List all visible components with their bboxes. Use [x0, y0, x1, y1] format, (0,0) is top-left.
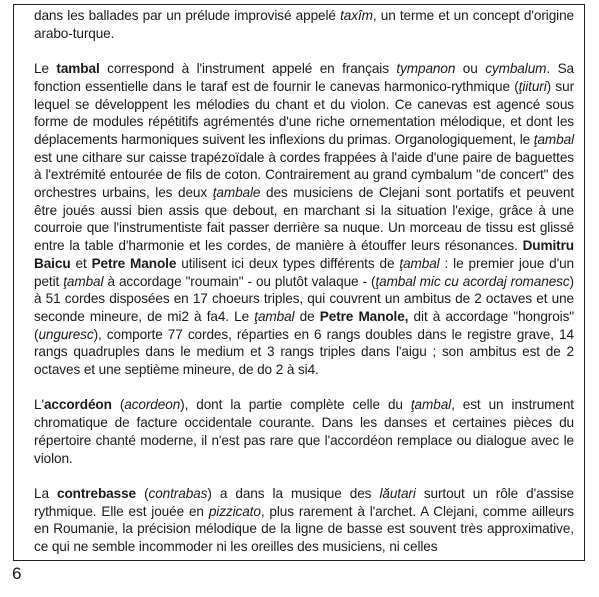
- paragraph: [34, 396, 574, 467]
- text-run: dit à accordage "hongrois" (: [34, 308, 575, 342]
- text-run: Le: [34, 61, 57, 77]
- paragraph: [34, 7, 574, 42]
- page-number: 6: [12, 564, 22, 583]
- text-body: [34, 7, 574, 556]
- text-run: ) sur lequel se développent les mélodies du chant et du violon. Ce canevas est agencé sous forme de modules répétitifs agrémentés d'une riche ornementation mélodique, et dont les déplacements harmoniques suivent les inflexions du primas. Organologiquement, le: [34, 78, 574, 147]
- text-run: ), dont la partie complète celle du: [180, 397, 411, 413]
- text-run: surtout un rôle d'assise rythmique. Elle est jouée en: [34, 485, 574, 519]
- text-run: (: [136, 485, 149, 501]
- italic-term: ţambal: [254, 308, 295, 324]
- italic-term: taxîm: [340, 8, 373, 23]
- bold-term: contrebasse: [57, 485, 136, 501]
- text-run: et: [70, 255, 92, 271]
- italic-term: ţambale: [212, 185, 261, 201]
- text-run: est une cithare sur caisse trapézoïdale à cordes frappées à l'aide d'une paire de baguettes à l'extrémité entourée de fils de coton. Contrairement au grand cymbalum "de concert" des orchestres urbains, les deux: [34, 149, 574, 201]
- italic-term: ţambal: [533, 131, 574, 147]
- italic-term: ţambal: [410, 397, 452, 413]
- text-run: . Sa fonction essentielle dans le taraf est de fournir le canevas harmonico-rythmique (: [34, 61, 574, 94]
- bold-term: tambal: [56, 61, 100, 77]
- bold-term: accordéon: [43, 397, 112, 413]
- paragraph: [34, 60, 574, 379]
- text-run: de: [294, 308, 320, 324]
- text-frame: [13, 4, 585, 561]
- text-run: ) a dans la musique des: [207, 485, 380, 501]
- text-run: à accordage "roumain" - ou plutôt valaque - (: [103, 273, 376, 289]
- italic-term: ţambal mic cu acordaj romanesc: [375, 273, 570, 289]
- text-run: correspond à l'instrument appelé en français: [99, 61, 397, 77]
- text-run: dans les ballades par un prélude improvisé appelé: [34, 8, 341, 23]
- text-run: ) à 51 cordes disposées en 17 choeurs triples, qui couvrent un ambitus de 2 octaves et une seconde mineure, de mi2 à fa4. Le: [34, 273, 574, 324]
- text-run: La: [34, 485, 57, 501]
- text-run: des musiciens de Clejani sont portatifs et peuvent être joués aussi bien assis que debout, en marchant si la situation l'exige, grâce à une courroie que l'instrumentiste fait passer derrière sa nuque. Un morceau de tissu est glissé entre la table d'harmonie et les cordes, de manière à étouffer leurs résonances.: [34, 185, 574, 254]
- text-run: , plus rarement à l'archet. A Clejani, comme ailleurs en Roumanie, la précision mélodique de la ligne de basse est souvent très approximative, ce qui ne semble incommoder ni les oreilles des musiciens, ni celles: [34, 503, 574, 555]
- text-run: : le premier joue d'un petit: [34, 255, 574, 289]
- italic-term: cymbalum: [485, 61, 547, 77]
- text-run: (: [111, 397, 125, 413]
- text-run: ), comporte 77 cordes, réparties en 6 rangs doubles dans le registre grave, 14 rangs quadruples dans le medium et 3 rangs triples dans l'aigu ; son ambitus est de 2 octaves et une septième mineure, de do 2 à si4.: [34, 326, 574, 378]
- bold-term: Dumitru Baicu: [34, 238, 574, 271]
- text-run: utilisent ici deux types différents de: [176, 255, 400, 271]
- italic-term: ţambal: [399, 255, 440, 271]
- italic-term: lăutari: [379, 485, 416, 501]
- italic-term: acordeon: [124, 397, 181, 413]
- text-run: , est un instrument chromatique de facture occidentale courante. Dans les danses et certaines pièces du répertoire chanté moderne, il n'est pas rare que l'accordéon remplace ou dialogue avec le violon.: [34, 397, 574, 466]
- text-run: L': [34, 397, 44, 413]
- bold-term: Petre Manole: [91, 255, 177, 271]
- text-run: , un terme et un concept d'origine arabo-turque.: [34, 8, 574, 41]
- bold-term: Petre Manole,: [319, 308, 409, 324]
- italic-term: ţiituri: [518, 78, 547, 94]
- italic-term: ţambal: [63, 273, 104, 289]
- paragraph: [34, 485, 574, 556]
- italic-term: tympanon: [396, 61, 456, 77]
- italic-term: unguresc: [38, 326, 94, 342]
- italic-term: contrabas: [148, 485, 208, 501]
- italic-term: pizzicato: [208, 503, 261, 519]
- text-run: ou: [455, 61, 486, 77]
